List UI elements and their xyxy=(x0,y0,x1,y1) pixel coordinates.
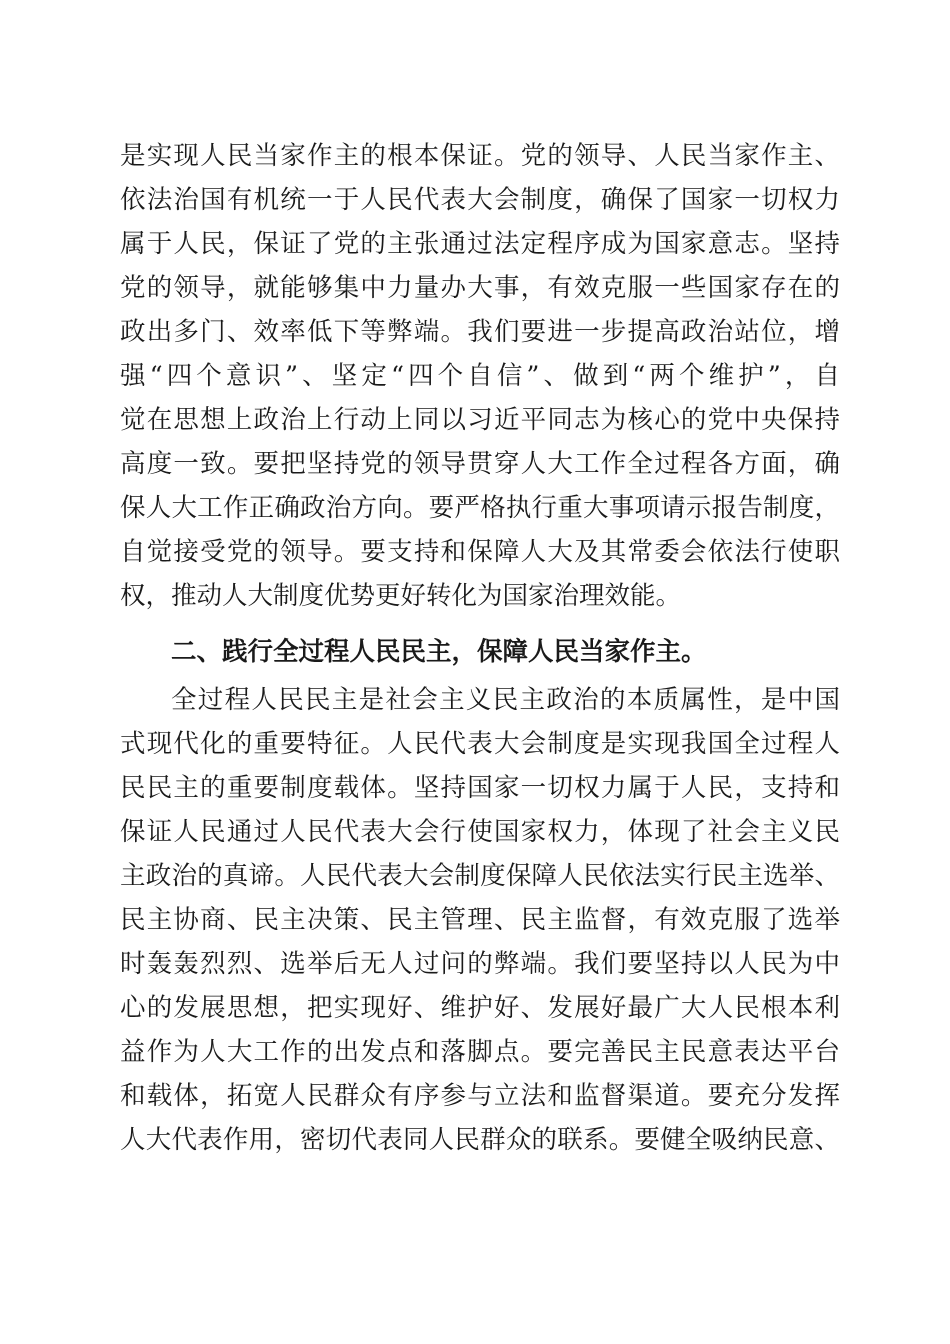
text-line: 自觉接受党的领导。要支持和保障人大及其常委会依法行使职 xyxy=(120,537,840,567)
text-line: 觉在思想上政治上行动上同以习近平同志为核心的党中央保持 xyxy=(120,405,840,435)
text-line: 保人大工作正确政治方向。要严格执行重大事项请示报告制度， xyxy=(120,493,840,523)
section-heading: 二、践行全过程人民民主，保障人民当家作主。 xyxy=(171,637,707,667)
text-line: 高度一致。要把坚持党的领导贯穿人大工作全过程各方面，确 xyxy=(120,449,840,479)
text-line-first: 全过程人民民主是社会主义民主政治的本质属性，是中国 xyxy=(171,685,840,715)
text-line: 政出多门、效率低下等弊端。我们要进一步提高政治站位，增 xyxy=(120,317,840,347)
text-line: 是实现人民当家作主的根本保证。党的领导、人民当家作主、 xyxy=(120,141,840,171)
text-line: 心的发展思想，把实现好、维护好、发展好最广大人民根本利 xyxy=(120,993,840,1023)
text-line: 属于人民，保证了党的主张通过法定程序成为国家意志。坚持 xyxy=(120,229,840,259)
text-line: 保证人民通过人民代表大会行使国家权力，体现了社会主义民 xyxy=(120,817,840,847)
text-line: 时轰轰烈烈、选举后无人过问的弊端。我们要坚持以人民为中 xyxy=(120,949,840,979)
text-line: 益作为人大工作的出发点和落脚点。要完善民主民意表达平台 xyxy=(120,1037,840,1067)
text-line: 和载体，拓宽人民群众有序参与立法和监督渠道。要充分发挥 xyxy=(120,1081,840,1111)
text-line: 依法治国有机统一于人民代表大会制度，确保了国家一切权力 xyxy=(120,185,840,215)
text-line: 人大代表作用，密切代表同人民群众的联系。要健全吸纳民意、 xyxy=(120,1125,840,1155)
text-line: 民民主的重要制度载体。坚持国家一切权力属于人民，支持和 xyxy=(120,773,840,803)
text-line-last: 权，推动人大制度优势更好转化为国家治理效能。 xyxy=(120,581,682,611)
text-line: 主政治的真谛。人民代表大会制度保障人民依法实行民主选举、 xyxy=(120,861,840,891)
text-line: 党的领导，就能够集中力量办大事，有效克服一些国家存在的 xyxy=(120,273,840,303)
text-line: 式现代化的重要特征。人民代表大会制度是实现我国全过程人 xyxy=(120,729,840,759)
text-line: 强“四个意识”、坚定“四个自信”、做到“两个维护”，自 xyxy=(120,361,840,391)
text-line: 民主协商、民主决策、民主管理、民主监督，有效克服了选举 xyxy=(120,905,840,935)
